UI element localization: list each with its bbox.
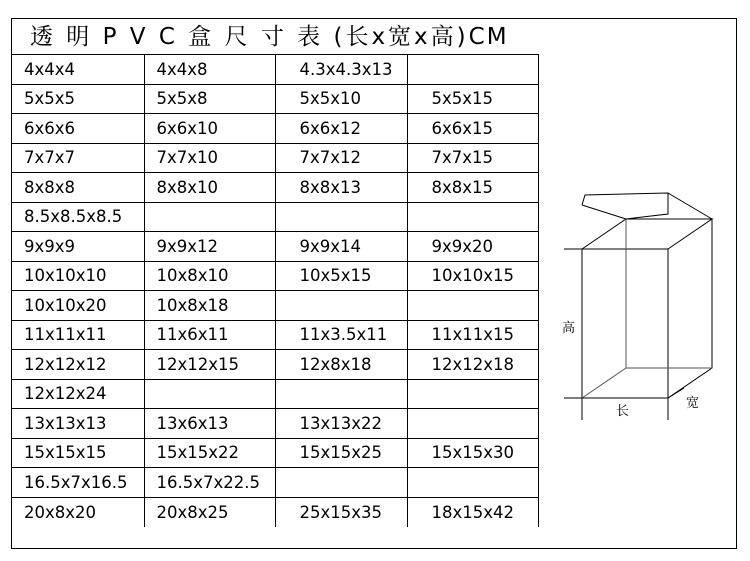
size-cell: 10x8x18 [144,291,275,321]
size-cell: 15x15x22 [144,438,275,468]
table-row [11,143,538,173]
size-cell [407,409,538,439]
size-cell: 9x9x20 [407,232,538,262]
size-cell: 18x15x42 [407,497,538,527]
box-side-face [668,219,712,398]
size-cell: 15x15x30 [407,438,538,468]
size-cell: 11x11x15 [407,320,538,350]
size-cell [275,202,407,232]
size-cell: 12x12x24 [11,379,144,409]
box-front-face [582,249,668,398]
box-outline [564,193,712,420]
width-label: 宽 [686,396,700,411]
size-cell: 10x10x20 [11,291,144,321]
table-row [11,350,538,380]
table-row [11,379,538,409]
table-row [11,84,538,114]
size-cell: 5x5x10 [275,84,407,114]
size-cell: 10x5x15 [275,261,407,291]
size-cell: 11x3.5x11 [275,320,407,350]
size-cell: 12x8x18 [275,350,407,380]
size-cell: 11x6x11 [144,320,275,350]
size-cell: 6x6x6 [11,114,144,144]
size-cell: 13x13x22 [275,409,407,439]
size-cell: 7x7x15 [407,143,538,173]
table-row [11,409,538,439]
size-cell: 10x8x10 [144,261,275,291]
table-row [11,55,538,85]
size-cell: 13x13x13 [11,409,144,439]
title-dims: (长x宽x高) [333,24,469,50]
size-cell: 9x9x9 [11,232,144,262]
box-dimension-diagram [548,180,728,425]
length-label: 长 [616,404,630,419]
size-cell: 7x7x12 [275,143,407,173]
size-cell: 6x6x12 [275,114,407,144]
table-row [11,291,538,321]
table-row [11,114,538,144]
title-main: 透 明 P V C 盒 尺 寸 表 [30,24,324,50]
size-cell: 7x7x10 [144,143,275,173]
size-cell: 6x6x15 [407,114,538,144]
size-table-body [11,55,538,527]
size-cell: 10x10x15 [407,261,538,291]
size-cell: 15x15x25 [275,438,407,468]
table-row [11,261,538,291]
table-row [11,202,538,232]
size-table [11,54,539,527]
size-cell: 15x15x15 [11,438,144,468]
size-cell [407,55,538,85]
size-cell: 9x9x12 [144,232,275,262]
size-cell [275,291,407,321]
table-row [11,468,538,498]
box-top-face [582,219,712,249]
size-cell: 12x12x12 [11,350,144,380]
size-cell: 12x12x15 [144,350,275,380]
size-cell: 8x8x15 [407,173,538,203]
size-cell: 25x15x35 [275,497,407,527]
size-cell [407,291,538,321]
size-cell: 9x9x14 [275,232,407,262]
size-cell: 8.5x8.5x8.5 [11,202,144,232]
size-cell: 12x12x18 [407,350,538,380]
page-title [30,22,509,52]
box-hidden-edges [582,219,712,398]
height-label: 高 [562,321,576,336]
table-row [11,232,538,262]
size-cell: 7x7x7 [11,143,144,173]
size-cell [275,379,407,409]
box-lid-flap [582,193,712,219]
size-cell [407,468,538,498]
size-cell [407,202,538,232]
size-cell: 4.3x4.3x13 [275,55,407,85]
size-cell: 5x5x15 [407,84,538,114]
size-cell [144,379,275,409]
size-cell: 8x8x13 [275,173,407,203]
size-cell [275,468,407,498]
size-cell: 6x6x10 [144,114,275,144]
table-row [11,173,538,203]
size-cell: 13x6x13 [144,409,275,439]
size-cell: 8x8x8 [11,173,144,203]
table-row [11,320,538,350]
size-cell: 4x4x4 [11,55,144,85]
table-row [11,497,538,527]
size-cell: 4x4x8 [144,55,275,85]
table-row [11,438,538,468]
size-cell: 16.5x7x22.5 [144,468,275,498]
size-cell: 16.5x7x16.5 [11,468,144,498]
title-unit: CM [468,24,509,50]
size-cell: 5x5x5 [11,84,144,114]
size-cell [144,202,275,232]
size-cell [407,379,538,409]
size-cell: 5x5x8 [144,84,275,114]
size-cell: 10x10x10 [11,261,144,291]
size-cell: 11x11x11 [11,320,144,350]
size-cell: 20x8x20 [11,497,144,527]
size-cell: 20x8x25 [144,497,275,527]
size-cell: 8x8x10 [144,173,275,203]
